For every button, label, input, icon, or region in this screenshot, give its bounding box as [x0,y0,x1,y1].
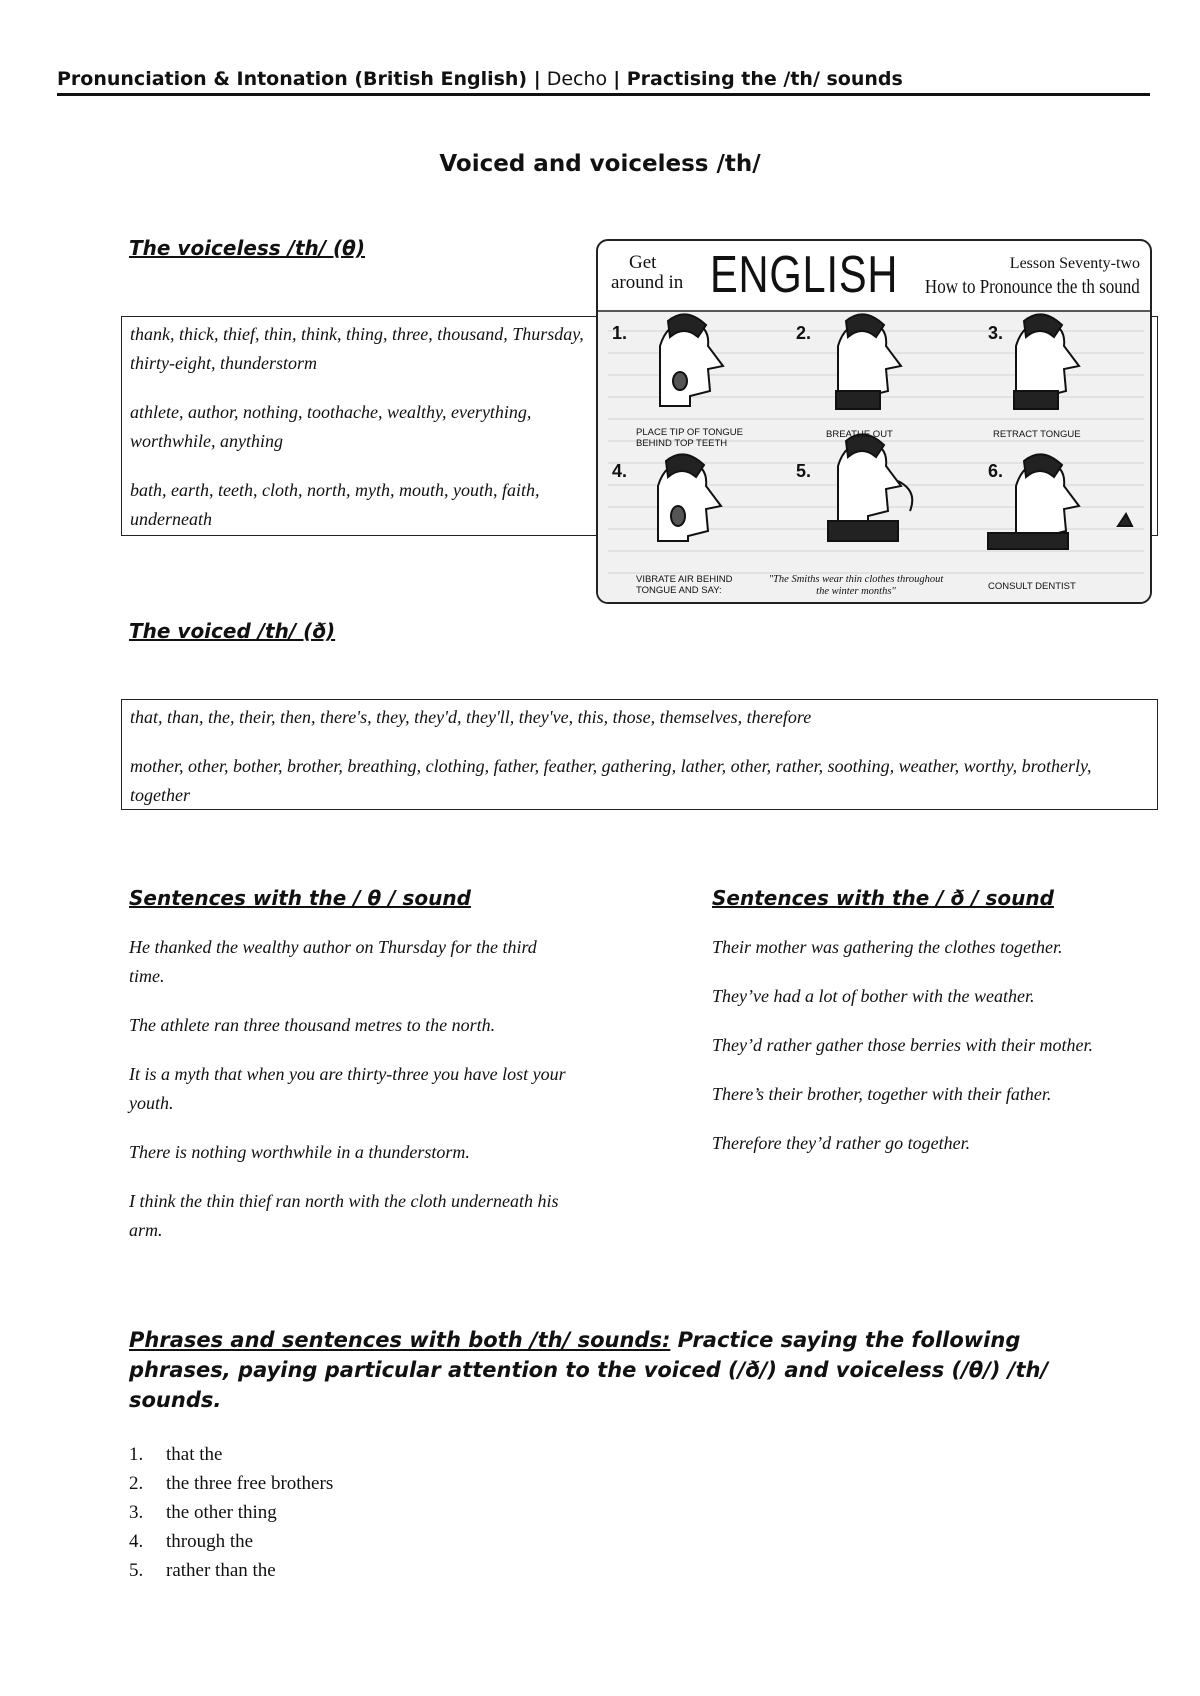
sentence-eth-2: They’ve had a lot of bother with the weather. [712,986,1035,1006]
voiced-word-box [121,699,1158,810]
panel-4-number: 4. [612,461,628,481]
sentence-theta-4: There is nothing worthwhile in a thunderstorm. [129,1142,470,1162]
panel-6-number: 6. [988,461,1004,481]
sentences-eth-list [712,933,1162,1178]
sentence-eth-4: There’s their brother, together with their father. [712,1084,1052,1104]
voiceless-group-3: bath, earth, teeth, cloth, north, myth, mouth, youth, faith, underneath [130,480,540,529]
panel-1-caption: PLACE TIP OF TONGUE BEHIND TOP TEETH [636,427,743,449]
list-item: 3. the other thing [129,1502,277,1523]
sentence-eth-3: They’d rather gather those berries with their mother. [712,1035,1093,1055]
comic-howto-label: How to Pronounce the th sound [925,276,1140,298]
phrases-heading-title: Phrases and sentences with both /th/ sounds: [129,1328,671,1352]
phrases-heading-instructions: Practice saying the following phrases, paying particular attention to the voiced (/ð/) and voiceless (/θ/) /th/ sounds. [129,1328,1049,1412]
list-item: 4. through the [129,1531,254,1552]
voiceless-heading: The voiceless /th/ (θ) [129,236,366,260]
voiced-heading: The voiced /th/ (ð) [129,619,336,643]
panel-5-number: 5. [796,461,812,481]
pronunciation-comic [596,239,1152,604]
sentence-eth-1: Their mother was gathering the clothes together. [712,937,1063,957]
panel-4-caption: VIBRATE AIR BEHIND TONGUE AND SAY: [636,574,733,596]
voiced-group-1: that, than, the, their, then, there's, they, they'd, they'll, they've, this, those, themselves, therefore [130,707,812,727]
header-course: Pronunciation & Intonation (British English) | [57,68,541,90]
panel-6-caption: CONSULT DENTIST [988,581,1076,592]
panel-3-number: 3. [988,323,1004,343]
comic-get-label: Get around in [611,252,684,293]
sentence-eth-5: Therefore they’d rather go together. [712,1133,971,1153]
list-item: 2. the three free brothers [129,1473,334,1494]
voiced-group-2: mother, other, bother, brother, breathing, clothing, father, feather, gathering, lather, other, rather, soothing, weather, worthy, brotherly, together [130,756,1092,805]
document-title: Voiced and voiceless /th/ [439,151,761,177]
sentence-theta-2: The athlete ran three thousand metres to the north. [129,1015,496,1035]
sentences-theta-heading: Sentences with the / θ / sound [129,886,471,910]
panel-2-number: 2. [796,323,812,343]
phrases-list [129,1440,333,1585]
panel-5-caption: "The Smiths wear thin clothes throughout the winter months" [768,574,944,597]
sentence-theta-3: It is a myth that when you are thirty-three you have lost your youth. [129,1064,566,1113]
page-header [57,68,1150,96]
list-item: 1. that the [129,1444,223,1465]
phrases-heading [129,1325,1129,1415]
comic-lesson-label: Lesson Seventy-two [1009,255,1140,272]
panel-2-caption: BREATHE OUT [826,429,893,440]
header-author: Decho [540,68,614,90]
header-topic: | Practising the /th/ sounds [613,68,903,90]
list-item: 5. rather than the [129,1560,276,1581]
sentences-theta-list [129,933,569,1265]
sentences-eth-heading: Sentences with the / ð / sound [712,886,1054,910]
voiceless-group-1: thank, thick, thief, thin, think, thing, three, thousand, Thursday, thirty-eight, thunderstorm [130,324,584,373]
comic-english-label: ENGLISH [710,246,899,304]
sentence-theta-1: He thanked the wealthy author on Thursday for the third time. [129,937,537,986]
panel-1-number: 1. [612,323,628,343]
voiceless-group-2: athlete, author, nothing, toothache, wealthy, everything, worthwhile, anything [130,402,532,451]
sentence-theta-5: I think the thin thief ran north with the cloth underneath his arm. [129,1191,559,1240]
panel-3-caption: RETRACT TONGUE [993,429,1081,440]
